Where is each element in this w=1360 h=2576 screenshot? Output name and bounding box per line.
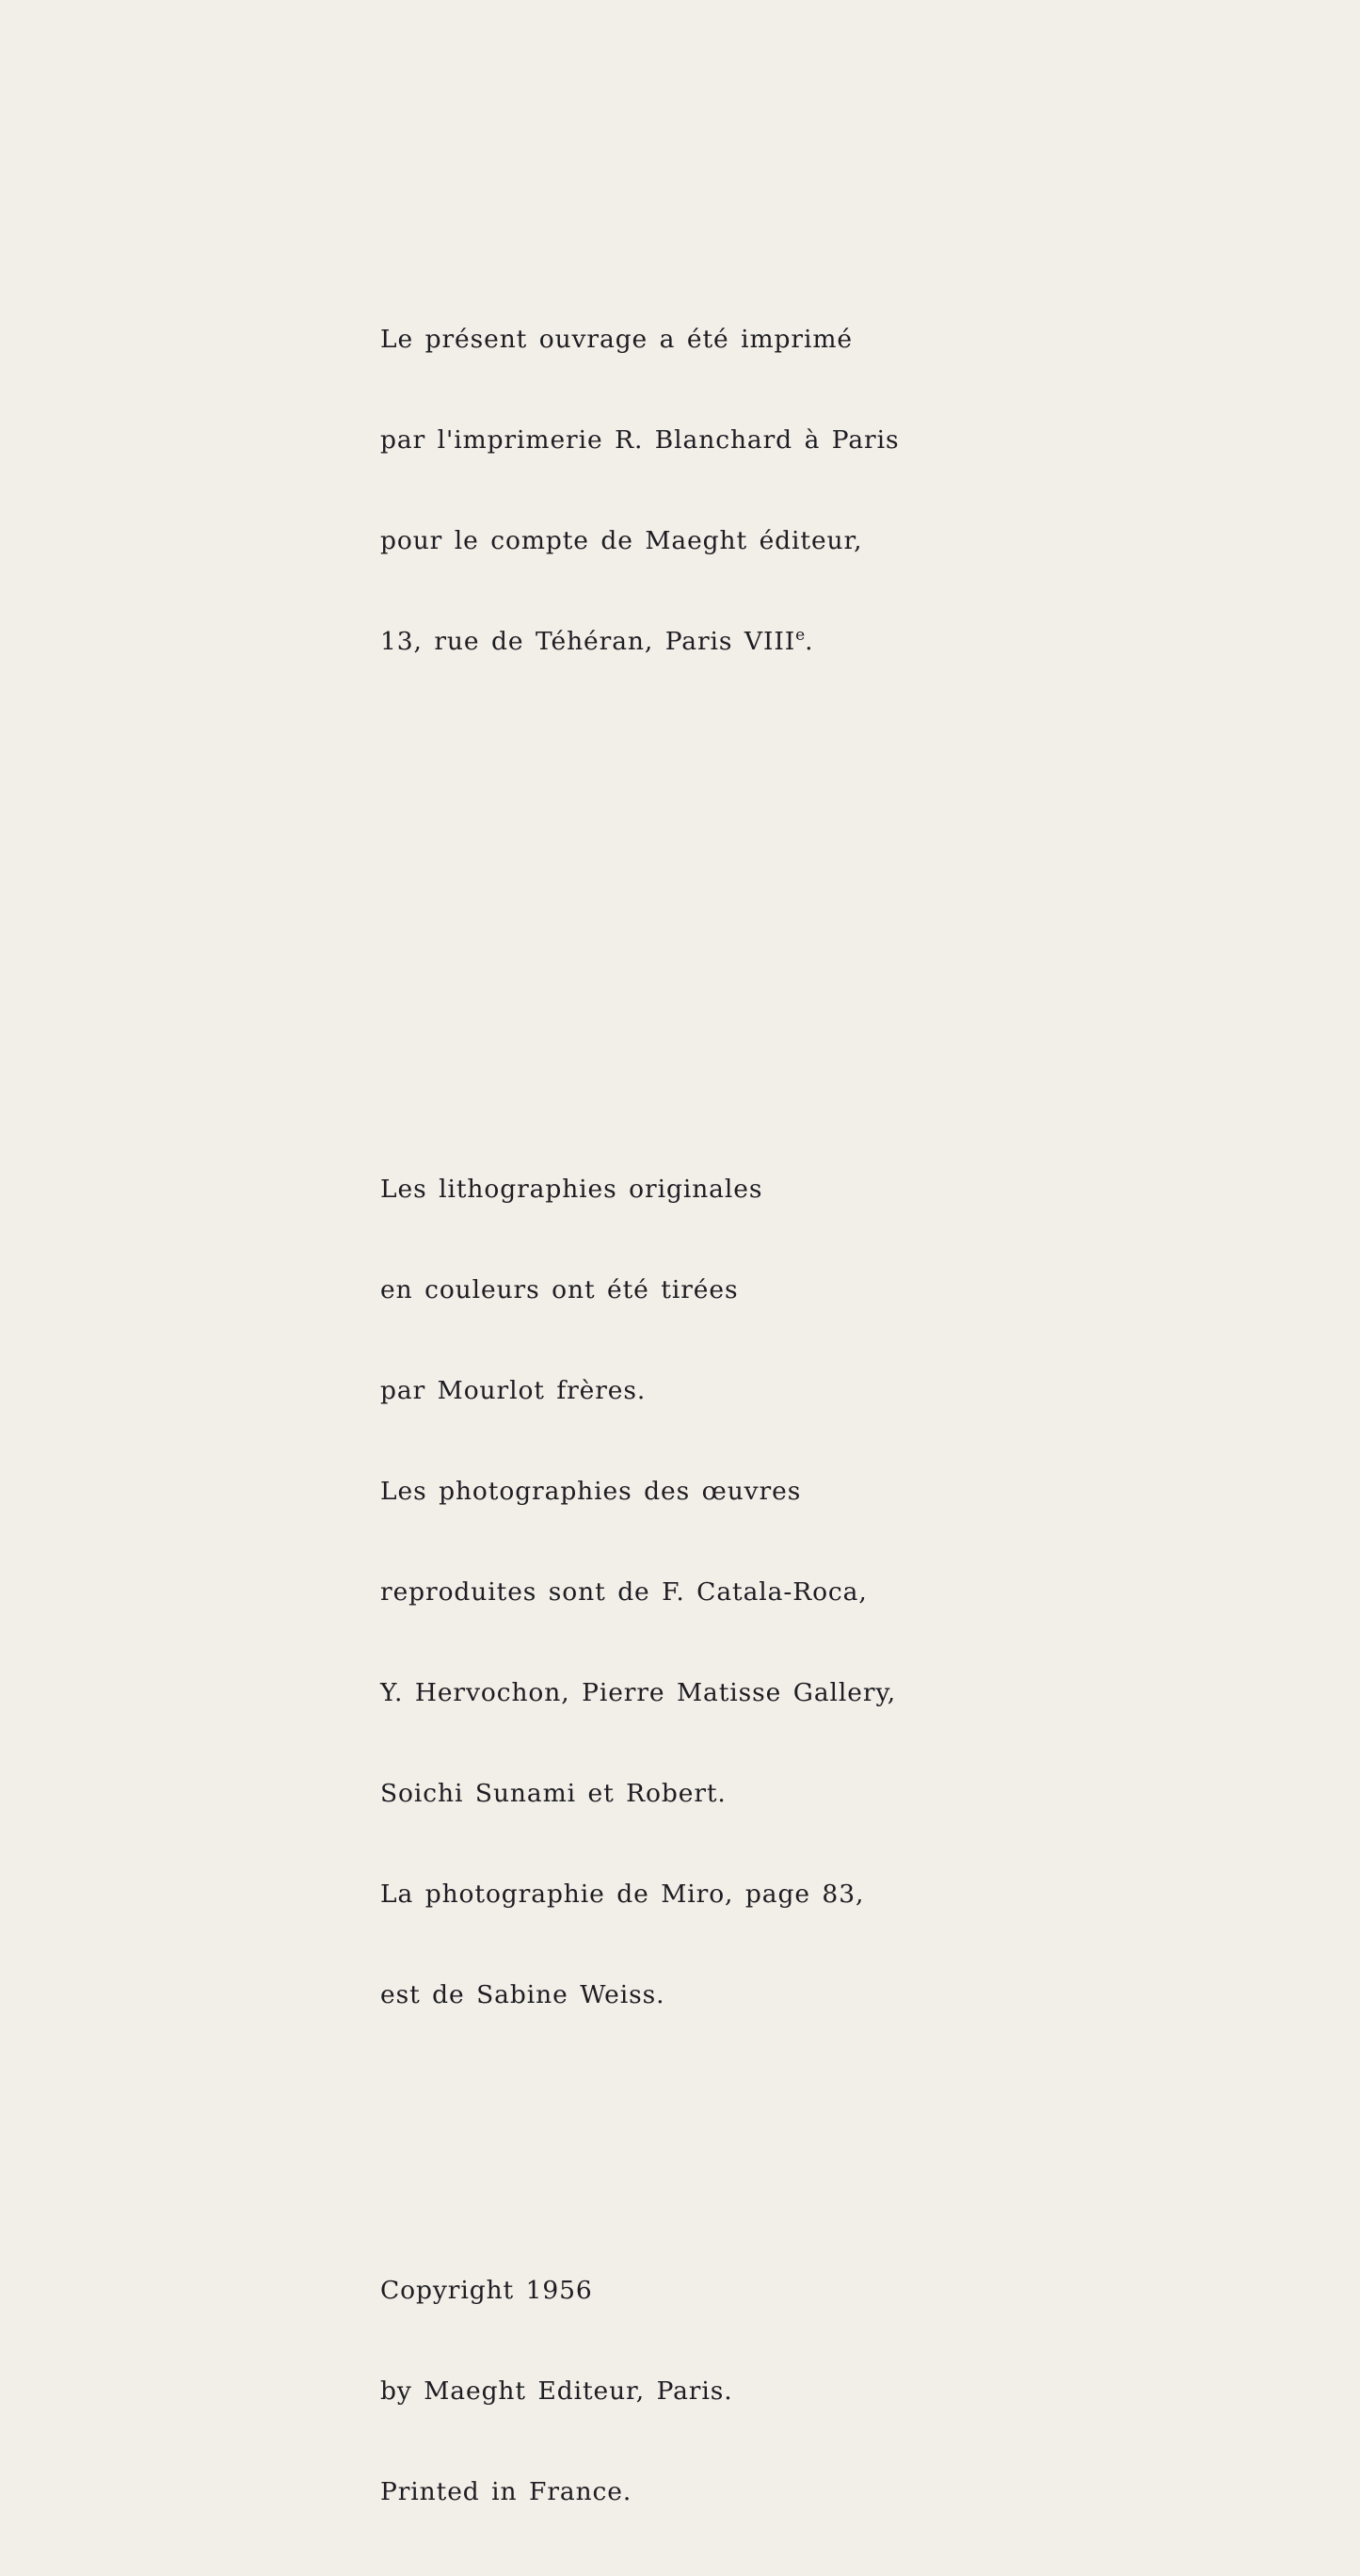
lithographs-credit-line: en couleurs ont été tirées: [380, 1275, 739, 1305]
publisher-line: by Maeght Editeur, Paris.: [380, 2376, 733, 2407]
printer-credit-block: [380, 256, 899, 726]
photographs-credit-line: Les photographies des œuvres: [380, 1477, 802, 1507]
printer-credit-line: par l'imprimerie R. Blanchard à Paris: [380, 425, 900, 456]
printer-credit-line: pour le compte de Maeght éditeur,: [380, 526, 863, 556]
terminal-period: .: [805, 627, 814, 657]
photographs-credit-line: Y. Hervochon, Pierre Matisse Gallery,: [380, 1677, 897, 1707]
printer-address-text: 13, rue de Téhéran, Paris VIII: [380, 627, 796, 657]
photographs-credit-line: Soichi Sunami et Robert.: [380, 1778, 727, 1808]
copyright-block: [380, 2207, 733, 2576]
copyright-line: Copyright 1956: [380, 2276, 593, 2306]
photographs-credit-line: est de Sabine Weiss.: [380, 1979, 665, 2009]
photographs-credit-line: La photographie de Miro, page 83,: [380, 1879, 865, 1909]
ordinal-suffix: e: [795, 626, 806, 646]
photographs-credit-line: reproduites sont de F. Catala-Roca,: [380, 1576, 868, 1607]
lithographs-credit-line: par Mourlot frères.: [380, 1376, 647, 1406]
printer-address-line: [380, 625, 899, 659]
lithographs-credit-line: Les lithographies originales: [380, 1175, 763, 1205]
printer-credit-line: Le présent ouvrage a été imprimé: [380, 325, 853, 355]
lithographs-credit-block: [380, 1106, 896, 2079]
printed-in-line: Printed in France.: [380, 2477, 632, 2507]
